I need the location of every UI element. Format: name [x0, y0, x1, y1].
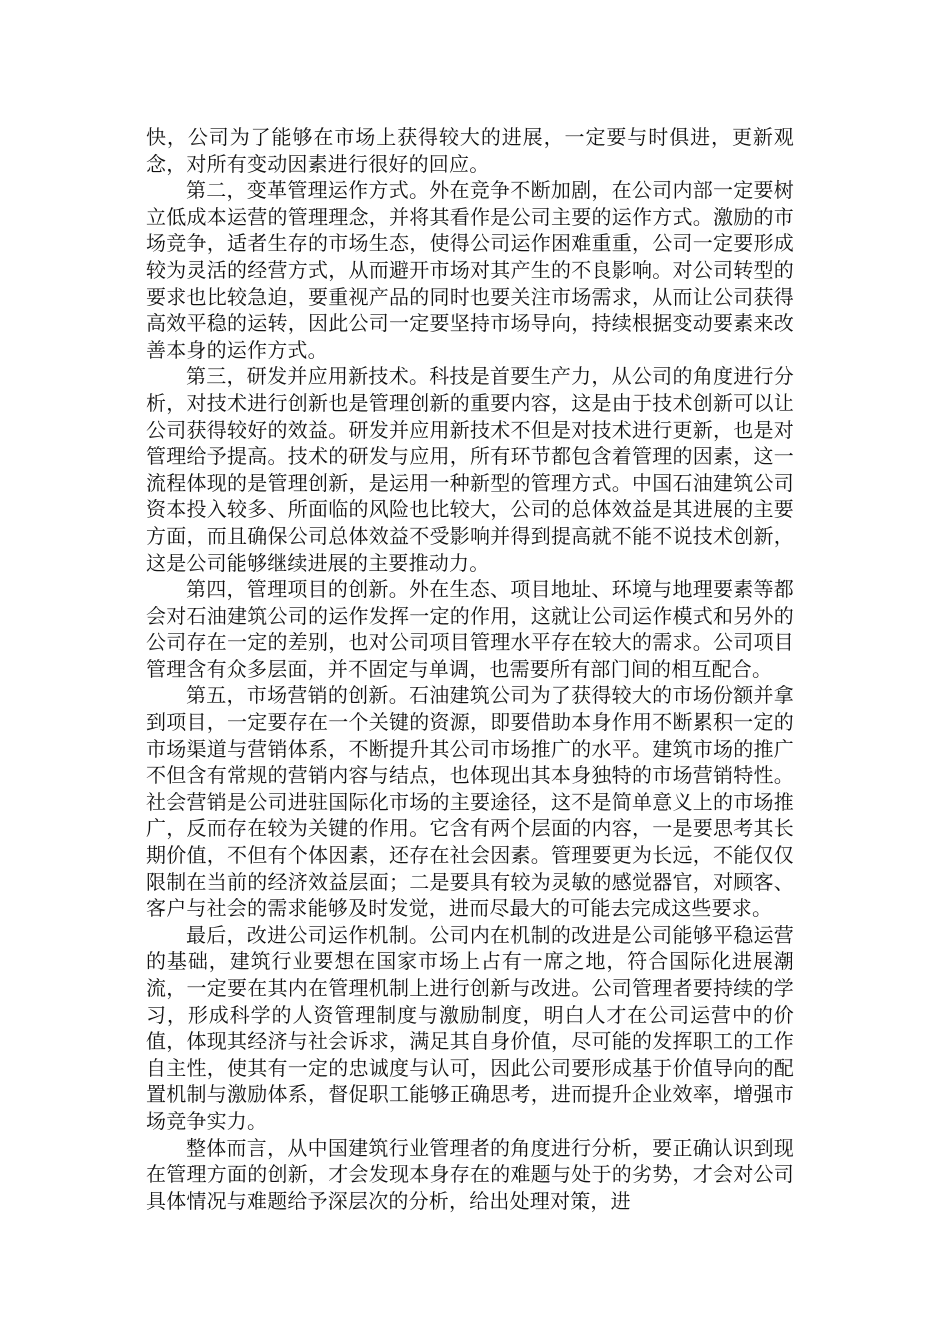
- document-body: [146, 124, 794, 1214]
- paragraph-finally-operation-mechanism: 最后，改进公司运作机制。公司内在机制的改进是公司能够平稳运营的基础，建筑行业要想在国家市场上占有一席之地，符合国际化进展潮流，一定要在其内在管理机制上进行创新与改进。公司管理者要持续的学习，形成科学的人资管理制度与激励制度，明白人才在公司运营中的价值，体现其经济与社会诉求，满足其自身价值，尽可能的发挥职工的工作自主性，使其有一定的忠诚度与认可，因此公司要形成基于价值导向的配置机制与激励体系，督促职工能够正确思考，进而提升企业效率，增强市场竞争实力。: [146, 922, 794, 1133]
- paragraph-overall-conclusion: 整体而言，从中国建筑行业管理者的角度进行分析，要正确认识到现在管理方面的创新，才会发现本身存在的难题与处于的劣势，才会对公司具体情况与难题给予深层次的分析，给出处理对策，进: [146, 1135, 794, 1213]
- paragraph-second-management-operation: 第二，变革管理运作方式。外在竞争不断加剧，在公司内部一定要树立低成本运营的管理理念，并将其看作是公司主要的运作方式。激励的市场竞争，适者生存的市场生态，使得公司运作困难重重，公司一定要形成较为灵活的经营方式，从而避开市场对其产生的不良影响。对公司转型的要求也比较急迫，要重视产品的同时也要关注市场需求，从而让公司获得高效平稳的运转，因此公司一定要坚持市场导向，持续根据变动要素来改善本身的运作方式。: [146, 178, 794, 362]
- paragraph-fourth-project-innovation: 第四，管理项目的创新。外在生态、项目地址、环境与地理要素等都会对石油建筑公司的运作发挥一定的作用，这就让公司运作模式和另外的公司存在一定的差别，也对公司项目管理水平存在较大的需求。公司项目管理含有众多层面，并不固定与单调，也需要所有部门间的相互配合。: [146, 577, 794, 681]
- paragraph-fifth-marketing-innovation: 第五，市场营销的创新。石油建筑公司为了获得较大的市场份额并拿到项目，一定要存在一个关键的资源，即要借助本身作用不断累积一定的市场渠道与营销体系，不断提升其公司市场推广的水平。建筑市场的推广不但含有常规的营销内容与结点，也体现出其本身独特的市场营销特性。社会营销是公司进驻国际化市场的主要途径，这不是简单意义上的市场推广，反而存在较为关键的作用。它含有两个层面的内容，一是要思考其长期价值，不但有个体因素，还存在社会因素。管理要更为长远，不能仅仅限制在当前的经济效益层面；二是要具有较为灵敏的感觉器官，对顾客、客户与社会的需求能够及时发觉，进而尽最大的可能去完成这些要求。: [146, 683, 794, 921]
- paragraph-third-new-technology: 第三，研发并应用新技术。科技是首要生产力，从公司的角度进行分析，对技术进行创新也是管理创新的重要内容，这是由于技术创新可以让公司获得较好的效益。研发并应用新技术不但是对技术进行更新，也是对管理给予提高。技术的研发与应用，所有环节都包含着管理的因素，这一流程体现的是管理创新，是运用一种新型的管理方式。中国石油建筑公司资本投入较多、所面临的风险也比较大，公司的总体效益是其进展的主要方面，而且确保公司总体效益不受影响并得到提高就不能不说技术创新，这是公司能够继续进展的主要推动力。: [146, 364, 794, 575]
- paragraph-continuation: 快，公司为了能够在市场上获得较大的进展，一定要与时俱进，更新观念，对所有变动因素进行很好的回应。: [146, 125, 794, 176]
